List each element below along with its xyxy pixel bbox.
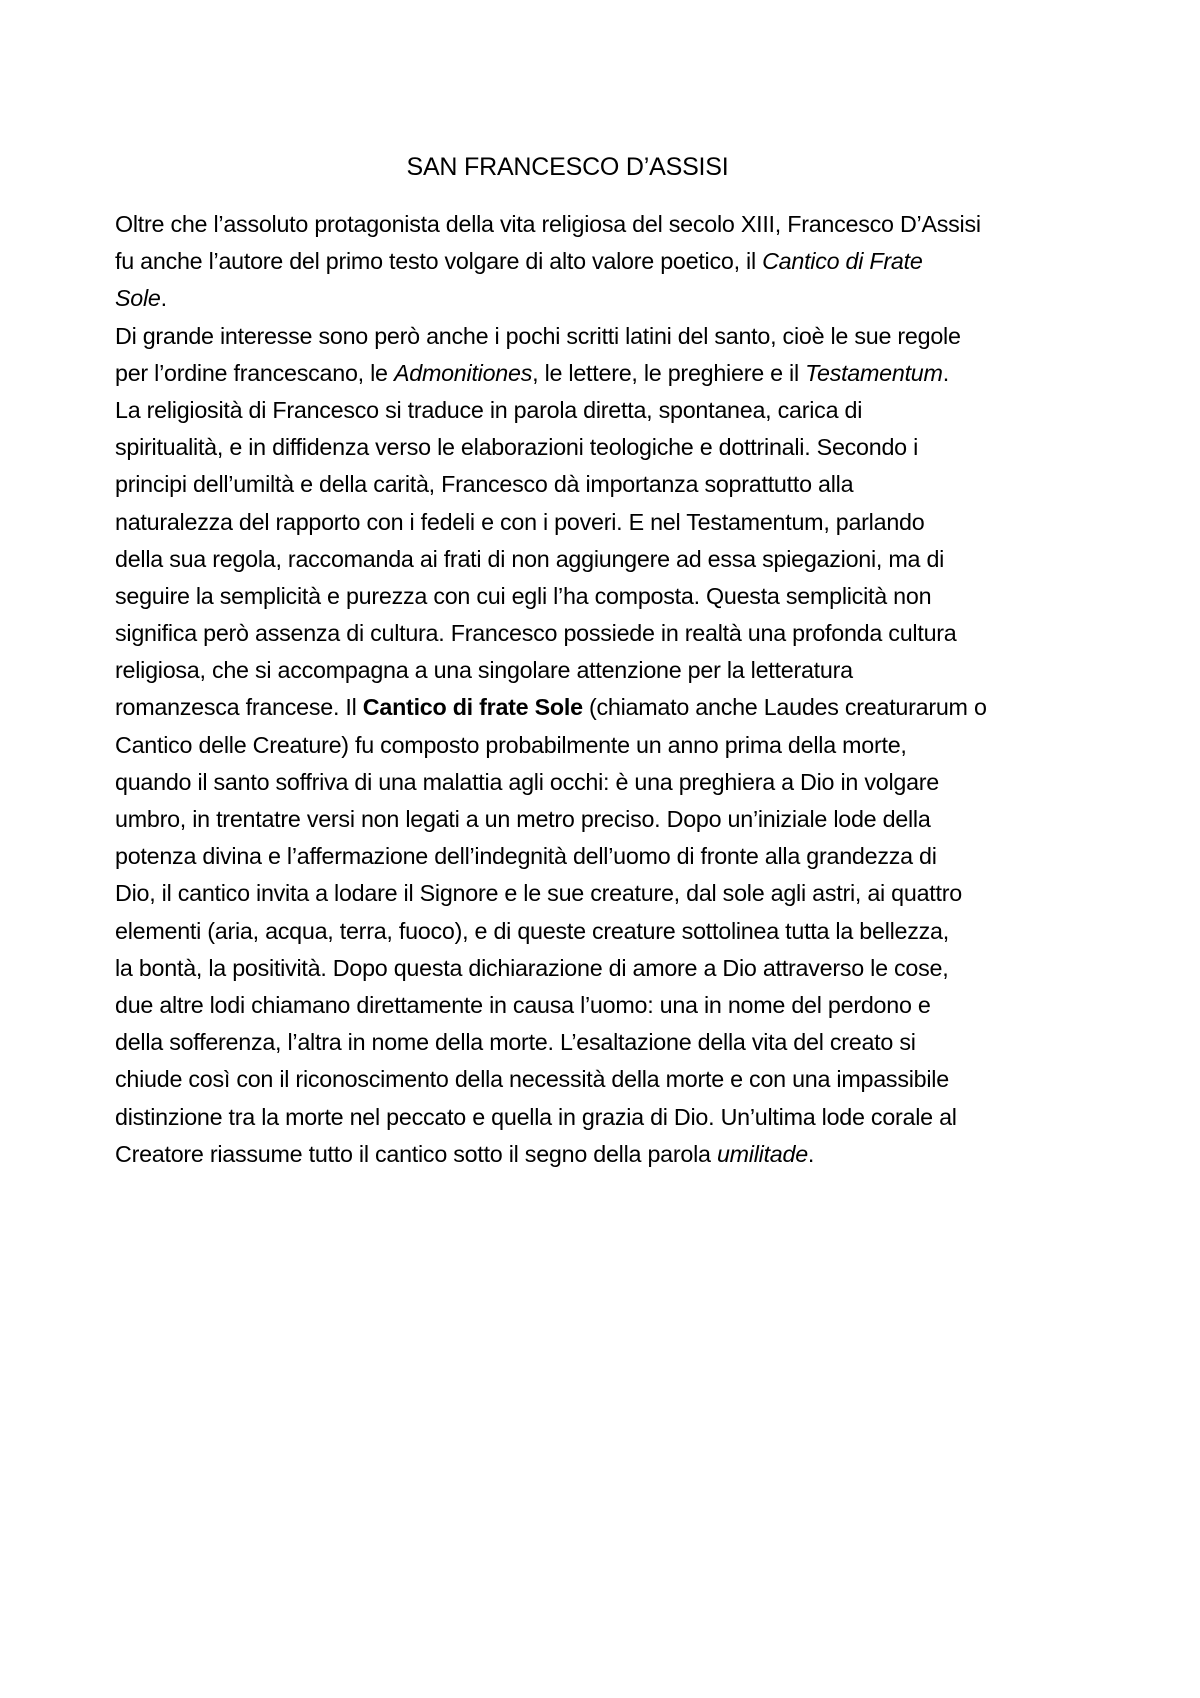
text-run: religiosa, che si accompagna a una singolare attenzione per la letteratura	[115, 657, 853, 684]
text-run: per l’ordine francescano, le	[115, 359, 394, 386]
italic-text: Cantico di Frate	[762, 248, 923, 275]
text-run: La religiosità di Francesco si traduce in parola diretta, spontanea, carica di	[115, 396, 863, 423]
text-line	[115, 801, 1115, 838]
text-run: Cantico delle Creature) fu composto probabilmente un anno prima della morte,	[115, 731, 907, 758]
text-run: .	[807, 1140, 815, 1167]
italic-text: Admonitiones	[393, 359, 533, 386]
text-line	[115, 541, 1115, 578]
text-line	[115, 578, 1115, 615]
text-line	[115, 243, 1115, 280]
text-run: della sua regola, raccomanda ai frati di non aggiungere ad essa spiegazioni, ma di	[115, 545, 945, 572]
text-line	[115, 727, 1115, 764]
text-line	[115, 875, 1115, 912]
text-run: Oltre che l’assoluto protagonista della vita religiosa del secolo XIII, Francesco D’Assisi	[115, 211, 981, 237]
text-line	[115, 987, 1115, 1024]
text-run: due altre lodi chiamano direttamente in causa l’uomo: una in nome del perdono e	[115, 991, 931, 1018]
bold-text: Cantico di frate Sole	[362, 694, 583, 721]
text-line	[115, 466, 1115, 503]
text-line	[115, 764, 1115, 801]
text-line	[115, 950, 1115, 987]
italic-text: Testamentum	[805, 359, 943, 386]
text-run: Di grande interesse sono però anche i pochi scritti latini del santo, cioè le sue regole	[115, 322, 961, 349]
text-run: la bontà, la positività. Dopo questa dichiarazione di amore a Dio attraverso le cose,	[115, 954, 949, 981]
text-run: Dio, il cantico invita a lodare il Signore e le sue creature, dal sole agli astri, ai quattro	[115, 880, 962, 907]
text-run: potenza divina e l’affermazione dell’indegnità dell’uomo di fronte alla grandezza di	[115, 843, 937, 870]
text-run: chiude così con il riconoscimento della necessità della morte e con una impassibile	[115, 1066, 949, 1093]
text-run: fu anche l’autore del primo testo volgare di alto valore poetico, il	[115, 248, 763, 275]
text-run: principi dell’umiltà e della carità, Francesco dà importanza soprattutto alla	[115, 471, 854, 498]
text-line	[115, 838, 1115, 875]
text-run: distinzione tra la morte nel peccato e quella in grazia di Dio. Un’ultima lode corale al	[115, 1103, 957, 1130]
text-run: , le lettere, le preghiere e il	[532, 359, 806, 386]
text-run: umbro, in trentatre versi non legati a un metro preciso. Dopo un’iniziale lode della	[115, 806, 931, 832]
text-run: (chiamato anche Laudes creaturarum o	[582, 694, 987, 721]
text-run: Creatore riassume tutto il cantico sotto il segno della parola	[115, 1140, 717, 1167]
text-run: quando il santo soffriva di una malattia agli occhi: è una preghiera a Dio in volgare	[115, 768, 940, 795]
text-line	[115, 429, 1115, 466]
text-run: spiritualità, e in diffidenza verso le elaborazioni teologiche e dottrinali. Secondo i	[115, 434, 919, 461]
text-line	[115, 652, 1115, 689]
text-line	[115, 504, 1115, 541]
text-run: seguire la semplicità e purezza con cui egli l’ha composta. Questa semplicità non	[115, 582, 932, 609]
text-run: .	[942, 359, 949, 386]
text-line	[115, 1099, 1115, 1136]
text-line	[115, 1136, 1115, 1173]
text-run: .	[160, 285, 167, 312]
text-line	[115, 689, 1115, 726]
text-run: elementi (aria, acqua, terra, fuoco), e di queste creature sottolinea tutta la bellezza,	[115, 917, 949, 944]
text-line	[115, 392, 1115, 429]
text-run: significa però assenza di cultura. Francesco possiede in realtà una profonda cultura	[115, 620, 957, 647]
text-run: della sofferenza, l’altra in nome della morte. L’esaltazione della vita del creato si	[115, 1029, 916, 1056]
text-run: naturalezza del rapporto con i fedeli e con i poveri. E nel Testamentum, parlando	[115, 508, 925, 535]
document-body	[115, 206, 1115, 1173]
italic-text: umilitade	[716, 1140, 808, 1167]
text-line	[115, 1061, 1115, 1098]
text-run: romanzesca francese. Il	[115, 694, 363, 721]
text-line	[115, 1024, 1115, 1061]
italic-text: Sole	[115, 285, 161, 312]
text-line	[115, 206, 1115, 243]
text-line	[115, 913, 1115, 950]
text-line	[115, 355, 1115, 392]
text-line	[115, 318, 1115, 355]
text-line	[115, 615, 1115, 652]
document-title: SAN FRANCESCO D’ASSISI	[406, 153, 729, 181]
text-line	[115, 280, 1115, 317]
